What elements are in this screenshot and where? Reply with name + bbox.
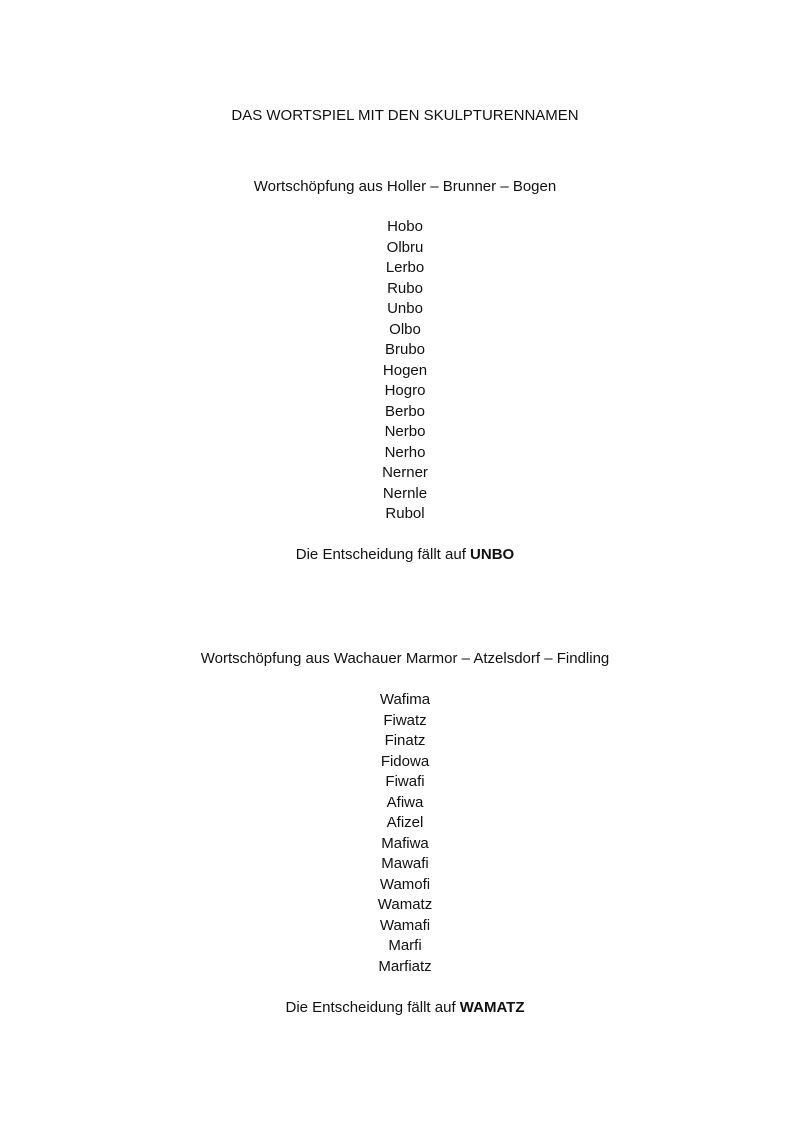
word-list-item: Fidowa <box>380 752 430 770</box>
word-list-item: Wamafi <box>379 916 431 934</box>
word-list-item: Hogen <box>382 361 428 379</box>
word-list-item: Rubo <box>387 279 423 297</box>
word-list-item: Afizel <box>386 814 424 831</box>
section-2-word-list <box>0 690 810 977</box>
word-list-item: Wamatz <box>377 896 433 913</box>
section-1-decision <box>0 545 810 565</box>
section-2-decision-name: WAMATZ <box>459 999 525 1016</box>
word-list-item: Afiwa <box>386 793 424 811</box>
word-list-item: Marfiatz <box>378 957 432 975</box>
section-1-intro: Wortschöpfung aus Holler – Brunner – Bogen <box>253 178 557 195</box>
section-2-decision <box>0 998 810 1018</box>
section-1-decision-name: UNBO <box>470 546 515 563</box>
word-list-item: Olbo <box>389 320 421 338</box>
word-list-item: Fiwatz <box>383 711 427 729</box>
word-list-item: Mafiwa <box>381 834 429 852</box>
word-list-item: Nerho <box>384 443 426 461</box>
word-list-item: Mawafi <box>381 855 429 872</box>
word-list-item: Nernle <box>382 484 428 502</box>
word-list-item: Olbru <box>386 238 424 256</box>
word-list-item: Hogro <box>384 382 426 399</box>
word-list-item: Nerbo <box>384 423 426 440</box>
word-list-item: Berbo <box>384 402 426 420</box>
section-2-decision-prefix: Die Entscheidung fällt auf <box>285 999 460 1016</box>
word-list-item: Unbo <box>387 300 423 317</box>
word-list-item: Nerner <box>382 464 428 481</box>
section-1-decision-prefix: Die Entscheidung fällt auf <box>295 546 471 563</box>
word-list-item: Wafima <box>379 691 431 708</box>
word-list-item: Rubol <box>385 505 425 522</box>
section-1-word-list <box>0 217 810 525</box>
word-list-item: Marfi <box>388 937 422 954</box>
section-2-intro: Wortschöpfung aus Wachauer Marmor – Atzelsdorf – Findling <box>200 650 610 667</box>
word-list-item: Fiwafi <box>385 773 425 790</box>
document-title: DAS WORTSPIEL MIT DEN SKULPTURENNAMEN <box>231 107 579 124</box>
word-list-item: Lerbo <box>385 259 425 276</box>
word-list-item: Brubo <box>384 341 426 358</box>
word-list-item: Hobo <box>387 218 423 235</box>
word-list-item: Finatz <box>384 732 426 749</box>
word-list-item: Wamofi <box>379 875 431 893</box>
